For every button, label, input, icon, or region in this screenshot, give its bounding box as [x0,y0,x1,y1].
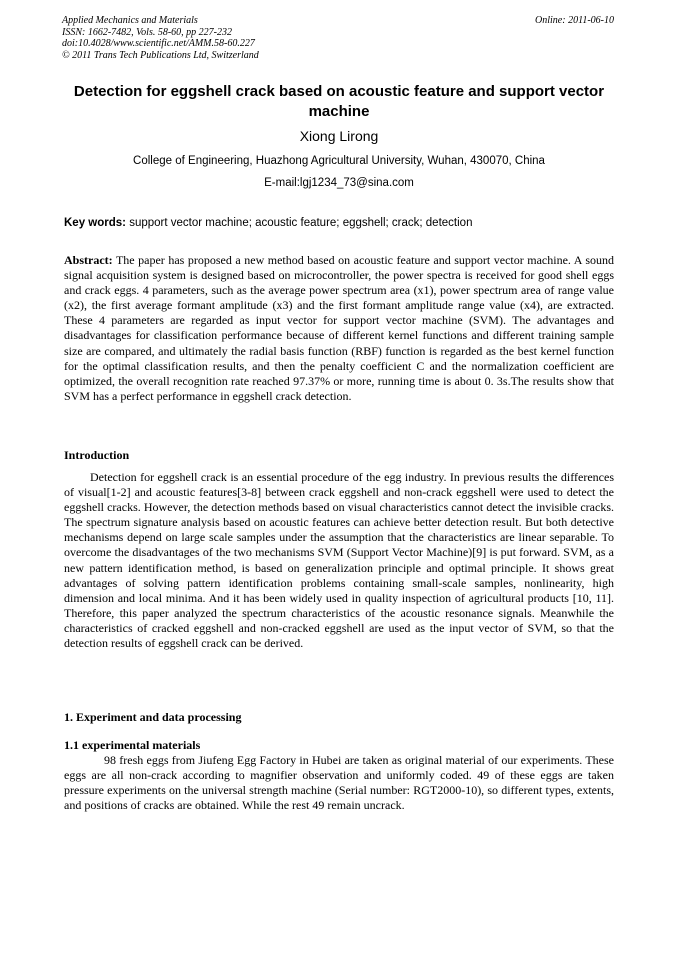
copyright-line: © 2011 Trans Tech Publications Ltd, Switzerland [62,49,259,61]
journal-header [62,15,422,61]
abstract-text: The paper has proposed a new method based on acoustic feature and support vector machine. A sound signal acquisition system is designed based on microcontroller, the power spectra is received for good shell eggs and crack eggs. 4 parameters, such as the average power spectrum area (x1), power spectrum area of range value (x2), the first average formant amplitude (x3) and the first formant amplitude range value (x4), are extracted. These 4 parameters are regarded as input vector for support vector machine (SVM). The advantages and disadvantages for classification performance because of different kernel functions and different training sample size are compared, and ultimately the radial basis function (RBF) function is regarded as the best kernel function for the optimal classification results, and then the penalty coefficient C and the normalization coefficient are optimized, the overall recognition rate reached 97.37% or more, running time is about 0. 3s.The results show that SVM has a perfect performance in eggshell crack detection. [64,253,614,403]
section-1-heading: 1. Experiment and data processing [64,710,242,724]
paper-title: Detection for eggshell crack based on acoustic feature and support vector machine [73,83,605,120]
abstract [64,253,614,404]
keywords-label: Key words: [64,217,126,229]
section-1-1-heading: 1.1 experimental materials [64,738,201,752]
author-affiliation: College of Engineering, Huazhong Agricultural University, Wuhan, 430070, China [133,155,545,167]
journal-name: Applied Mechanics and Materials [62,15,198,26]
author-email: E-mail:lgj1234_73@sina.com [264,177,414,189]
abstract-label: Abstract: [64,253,113,267]
introduction-heading: Introduction [64,448,130,462]
doi-line: doi:10.4028/www.scientific.net/AMM.58-60.227 [62,38,255,49]
keywords-text: support vector machine; acoustic feature; eggshell; crack; detection [126,217,473,229]
keywords [64,215,614,231]
paper-author: Xiong Lirong [299,128,379,144]
issn-line: ISSN: 1662-7482, Vols. 58-60, pp 227-232 [62,26,232,38]
materials-paragraph: 98 fresh eggs from Jiufeng Egg Factory in Hubei are taken as original material of our experiments. These eggs are all non-crack according to magnifier observation and uniformly coded. 49 of these eggs are taken pressure experiments on the universal strength machine (Serial number: RGT2000-10), so different types, extents, and positions of cracks are obtained. While the rest 49 remain uncrack. [64,753,614,813]
online-date: Online: 2011-06-10 [535,15,614,26]
introduction-paragraph: Detection for eggshell crack is an essential procedure of the egg industry. In previous results the differences of visual[1-2] and acoustic features[3-8] between crack eggshell and non-crack eggshell were used to detect the eggshell cracks. However, the detection methods based on visual characteristics cannot detect the invisible cracks. The spectrum signature analysis based on acoustic features can achieve better detection result. But both detective mechanisms depend on large scale samples under the assumption that the characteristics are linear separable. To overcome the disadvantages of the two mechanisms SVM (Support Vector Machine)[9] is put forward. SVM, as a new pattern identification method, is based on generalization principle and optimal principle. It shows great advantages of solving pattern identification problems containing small-scale samples, nonlinearity, high dimension and local minima. And it has been widely used in quality inspection of agricultural products [10, 11]. Therefore, this paper analyzed the spectrum characteristics of the acoustic resonance signals. Meanwhile the characteristics of cracked eggshell and non-cracked eggshell are used as the input vector of SVM, so that the detection results of eggshell crack can be derived. [64,470,614,651]
